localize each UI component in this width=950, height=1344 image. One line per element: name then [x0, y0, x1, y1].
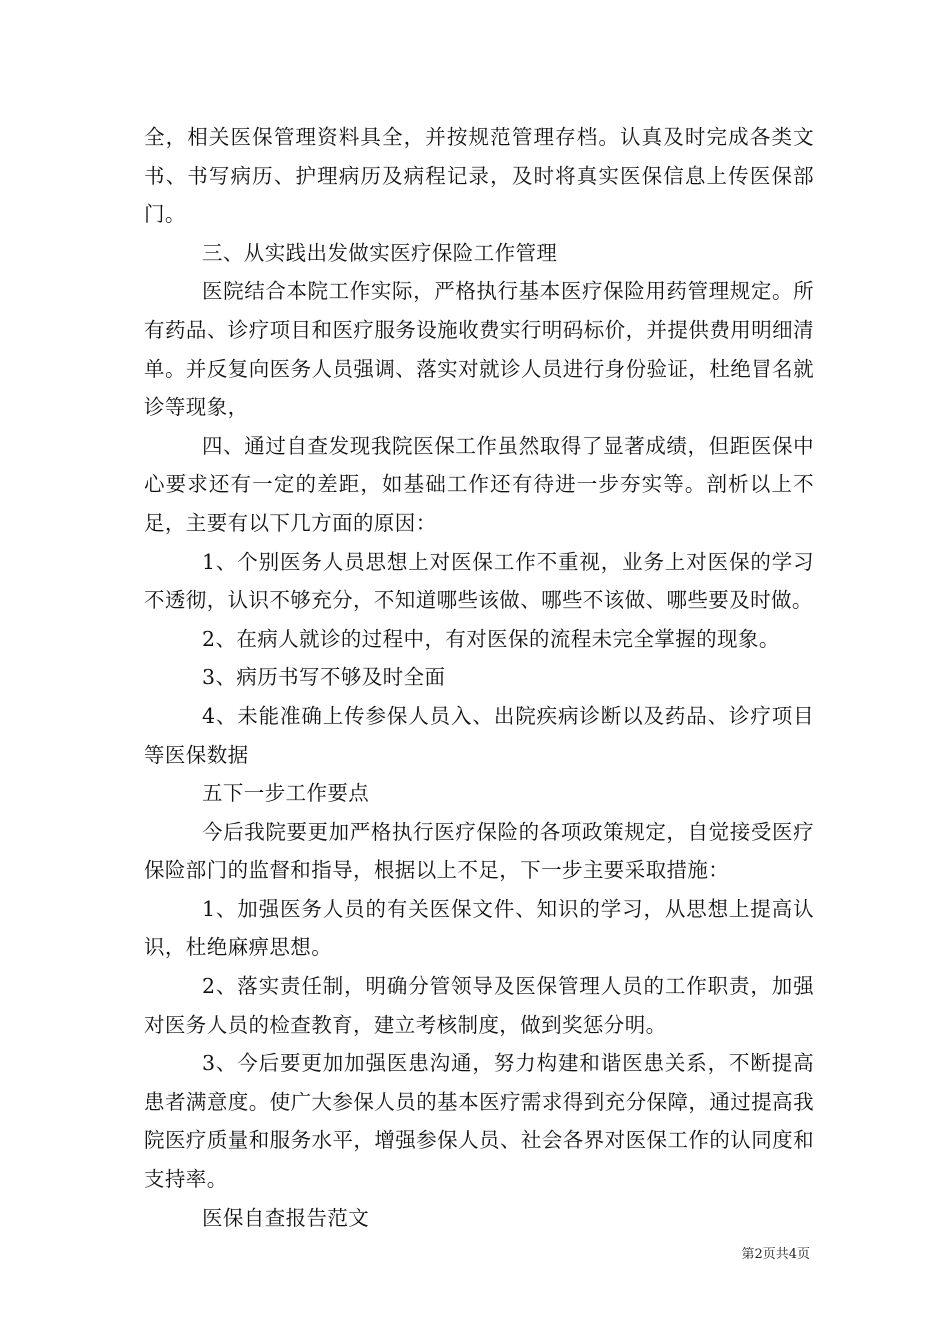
list-item: 4、未能准确上传参保人员入、出院疾病诊断以及药品、诊疗项目等医保数据: [144, 703, 814, 767]
list-item: 2、在病人就诊的过程中，有对医保的流程未完全掌握的现象。: [202, 626, 780, 651]
list-item: 3、今后要更加加强医患沟通，努力构建和谐医患关系，不断提高患者满意度。使广大参保人员的基本医疗需求得到充分保障，通过提高我院医疗质量和服务水平，增强参保人员、社会各界对医保工作的认同度和支持率。: [144, 1051, 814, 1192]
document-title-next: 医保自查报告范文: [202, 1205, 370, 1230]
paragraph: 医院结合本院工作实际，严格执行基本医疗保险用药管理规定。所有药品、诊疗项目和医疗服务设施收费实行明码标价，并提供费用明细清单。并反复向医务人员强调、落实对就诊人员进行身份验证，杜绝冒名就诊等现象，: [144, 279, 814, 420]
section-heading-four: 四、通过自查发现我院医保工作虽然取得了显著成绩，但距医保中心要求还有一定的差距，如基础工作还有待进一步夯实等。剖析以上不足，主要有以下几方面的原因：: [144, 433, 814, 535]
list-item: 2、落实责任制，明确分管领导及医保管理人员的工作职责，加强对医务人员的检查教育，建立考核制度，做到奖惩分明。: [144, 974, 814, 1037]
section-heading-three: 三、从实践出发做实医疗保险工作管理: [202, 240, 558, 265]
paragraph-continuation: 全，相关医保管理资料具全，并按规范管理存档。认真及时完成各类文书、书写病历、护理病历及病程记录，及时将真实医保信息上传医保部门。: [144, 125, 814, 227]
document-body: [144, 118, 814, 1237]
list-item: 3、病历书写不够及时全面: [202, 665, 446, 690]
page-number-footer: 第2页共4页: [741, 1247, 810, 1262]
list-item: 1、加强医务人员的有关医保文件、知识的学习，从思想上提高认识，杜绝麻痹思想。: [144, 896, 814, 960]
section-heading-five: 五下一步工作要点: [202, 781, 370, 806]
list-item: 1、个别医务人员思想上对医保工作不重视，业务上对医保的学习不透彻，认识不够充分，不知道哪些该做、哪些不该做、哪些要及时做。: [144, 549, 814, 613]
paragraph: 今后我院要更加严格执行医疗保险的各项政策规定，自觉接受医疗保险部门的监督和指导，根据以上不足，下一步主要采取措施：: [144, 819, 814, 883]
